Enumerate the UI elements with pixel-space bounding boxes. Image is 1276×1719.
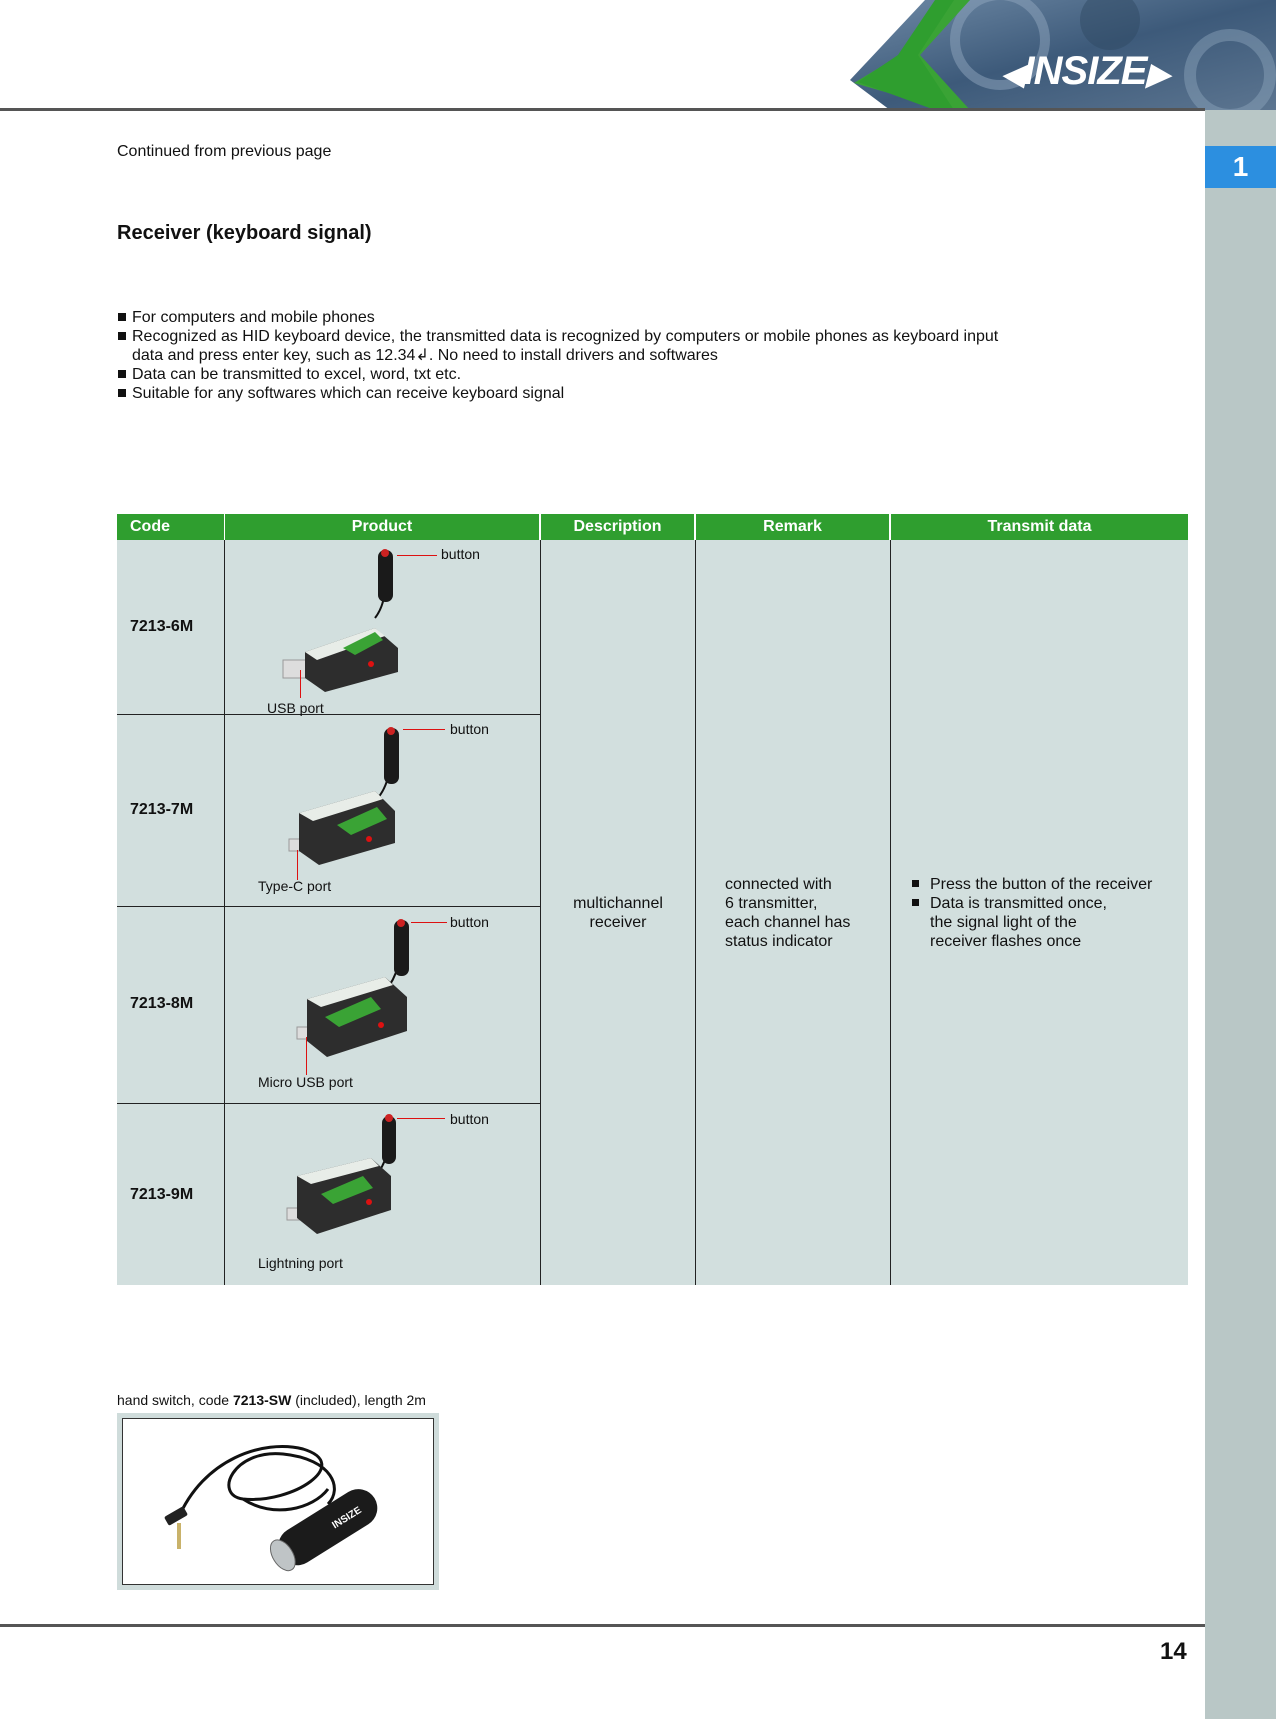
col-divider — [890, 540, 891, 1285]
remark-cell — [725, 875, 890, 951]
page-number: 14 — [1160, 1638, 1187, 1665]
port-callout: Type-C port — [258, 878, 332, 894]
header-transmit: Transmit data — [891, 514, 1188, 540]
port-callout: Micro USB port — [258, 1074, 353, 1090]
side-strip — [1205, 110, 1276, 1719]
transmit-cell — [910, 875, 1180, 951]
product-image-7213-7m — [225, 715, 540, 906]
button-leader-line — [403, 729, 445, 730]
hand-switch-logo-text: INSIZE — [330, 1504, 364, 1532]
port-leader-line — [297, 850, 298, 880]
remark-line: connected with — [725, 876, 832, 893]
button-callout: button — [441, 546, 480, 562]
feature-item: Recognized as HID keyboard device, the transmitted data is recognized by computers or mobile phones as keyboard input data and press enter key, such as 12.34↲. No need to install drivers and softwares — [117, 327, 1017, 365]
logo-arrow-right-icon: ▶ — [1146, 58, 1169, 91]
port-callout: Lightning port — [258, 1255, 343, 1271]
section-title: Receiver (keyboard signal) — [117, 222, 372, 244]
button-leader-line — [397, 1118, 445, 1119]
product-table — [117, 514, 1188, 1285]
button-callout: button — [450, 914, 489, 930]
code-7213-7m: 7213-7M — [130, 801, 194, 818]
col-divider — [695, 540, 696, 1285]
description-line: receiver — [589, 914, 647, 931]
receiver-usb-illustration — [225, 540, 540, 714]
caption-prefix: hand switch, code — [117, 1392, 233, 1408]
feature-item: Suitable for any softwares which can receive keyboard signal — [117, 384, 1017, 403]
logo-arrow-left-icon: ◀ — [1001, 58, 1024, 91]
transmit-item: Press the button of the receiver — [910, 875, 1180, 894]
feature-item: For computers and mobile phones — [117, 308, 1017, 327]
hand-switch-photo-frame — [117, 1413, 439, 1590]
remark-line: 6 transmitter, — [725, 895, 818, 912]
logo-text: INSIZE — [1023, 49, 1147, 93]
insize-logo — [995, 48, 1175, 94]
code-7213-9m: 7213-9M — [130, 1186, 194, 1203]
col-divider — [695, 514, 696, 540]
port-callout: USB port — [267, 700, 324, 716]
button-leader-line — [411, 922, 447, 923]
header-remark: Remark — [696, 514, 889, 540]
transmit-item: Data is transmitted once, the signal light of the receiver flashes once — [910, 894, 1120, 951]
header-banner — [850, 0, 1276, 110]
port-leader-line — [306, 1037, 307, 1075]
header-rule — [0, 108, 1205, 111]
header-code: Code — [117, 514, 224, 540]
hand-switch-photo — [122, 1418, 434, 1585]
button-callout: button — [450, 1111, 489, 1127]
hand-switch-illustration — [123, 1419, 433, 1584]
continued-note: Continued from previous page — [117, 143, 332, 160]
hand-switch-caption — [117, 1392, 426, 1408]
product-image-7213-6m — [225, 540, 540, 714]
port-leader-line — [300, 670, 301, 698]
remark-line: each channel has — [725, 914, 851, 931]
description-line: multichannel — [573, 895, 663, 912]
caption-code: 7213-SW — [232, 1392, 292, 1408]
header-product: Product — [225, 514, 539, 540]
chapter-tab[interactable]: 1 — [1205, 146, 1276, 188]
transmit-list — [910, 875, 1180, 951]
button-callout: button — [450, 721, 489, 737]
footer-rule — [0, 1624, 1205, 1627]
col-divider — [890, 514, 891, 540]
col-divider — [540, 514, 541, 540]
feature-list — [117, 308, 1017, 403]
description-cell — [541, 894, 695, 932]
feature-item: Data can be transmitted to excel, word, txt etc. — [117, 365, 1017, 384]
caption-suffix: (included), length 2m — [291, 1392, 426, 1408]
button-leader-line — [397, 555, 437, 556]
header-description: Description — [541, 514, 694, 540]
product-image-7213-9m — [225, 1104, 540, 1285]
product-image-7213-8m — [225, 907, 540, 1103]
code-7213-6m: 7213-6M — [130, 618, 194, 635]
code-7213-8m: 7213-8M — [130, 995, 194, 1012]
remark-line: status indicator — [725, 933, 833, 950]
